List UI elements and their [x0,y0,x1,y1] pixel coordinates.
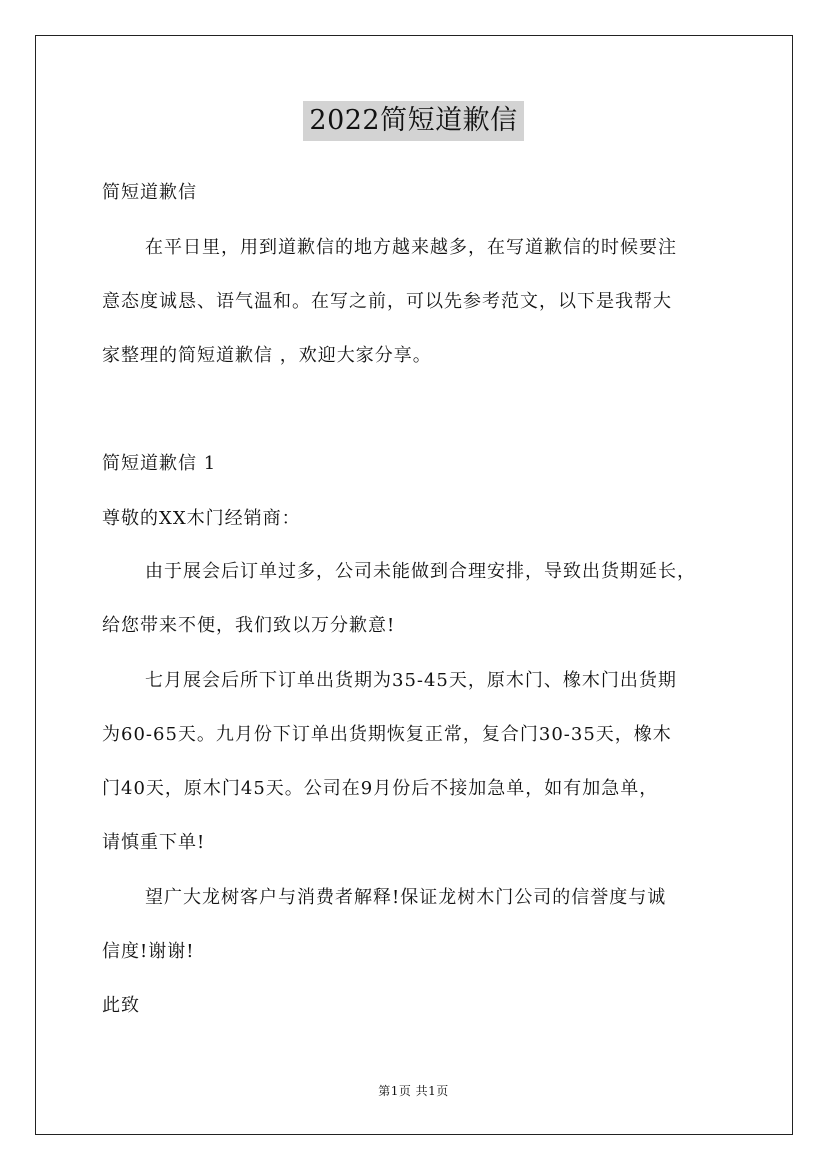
body-line-2: 给您带来不便，我们致以万分歉意! [102,615,396,636]
intro-line-1: 在平日里，用到道歉信的地方越来越多，在写道歉信的时候要注 [145,237,677,258]
closing: 此致 [102,995,140,1016]
intro-line-3: 家整理的简短道歉信 ，欢迎大家分享。 [102,345,432,366]
body-line-6: 请慎重下单! [102,832,206,853]
body-line-8: 信度!谢谢! [102,941,195,962]
body-line-5: 门40天，原木门45天。公司在9月份后不接加急单，如有加急单， [102,778,659,799]
salutation: 尊敬的XX木门经销商： [102,508,301,529]
letter-heading: 简短道歉信 1 [102,453,217,474]
section-heading: 简短道歉信 [102,182,197,203]
document-title: 2022简短道歉信 [303,101,523,141]
page-footer: 第1页 共1页 [378,1084,449,1098]
body-line-1: 由于展会后订单过多，公司未能做到合理安排，导致出货期延长， [145,561,696,582]
body-line-4: 为60-65天。九月份下订单出货期恢复正常，复合门30-35天，橡木 [102,724,672,745]
body-line-3: 七月展会后所下订单出货期为35-45天，原木门、橡木门出货期 [145,670,677,691]
intro-line-2: 意态度诚恳、语气温和。在写之前，可以先参考范文，以下是我帮大 [102,291,672,312]
body-line-7: 望广大龙树客户与消费者解释!保证龙树木门公司的信誉度与诚 [145,887,667,908]
title-container [0,101,827,141]
